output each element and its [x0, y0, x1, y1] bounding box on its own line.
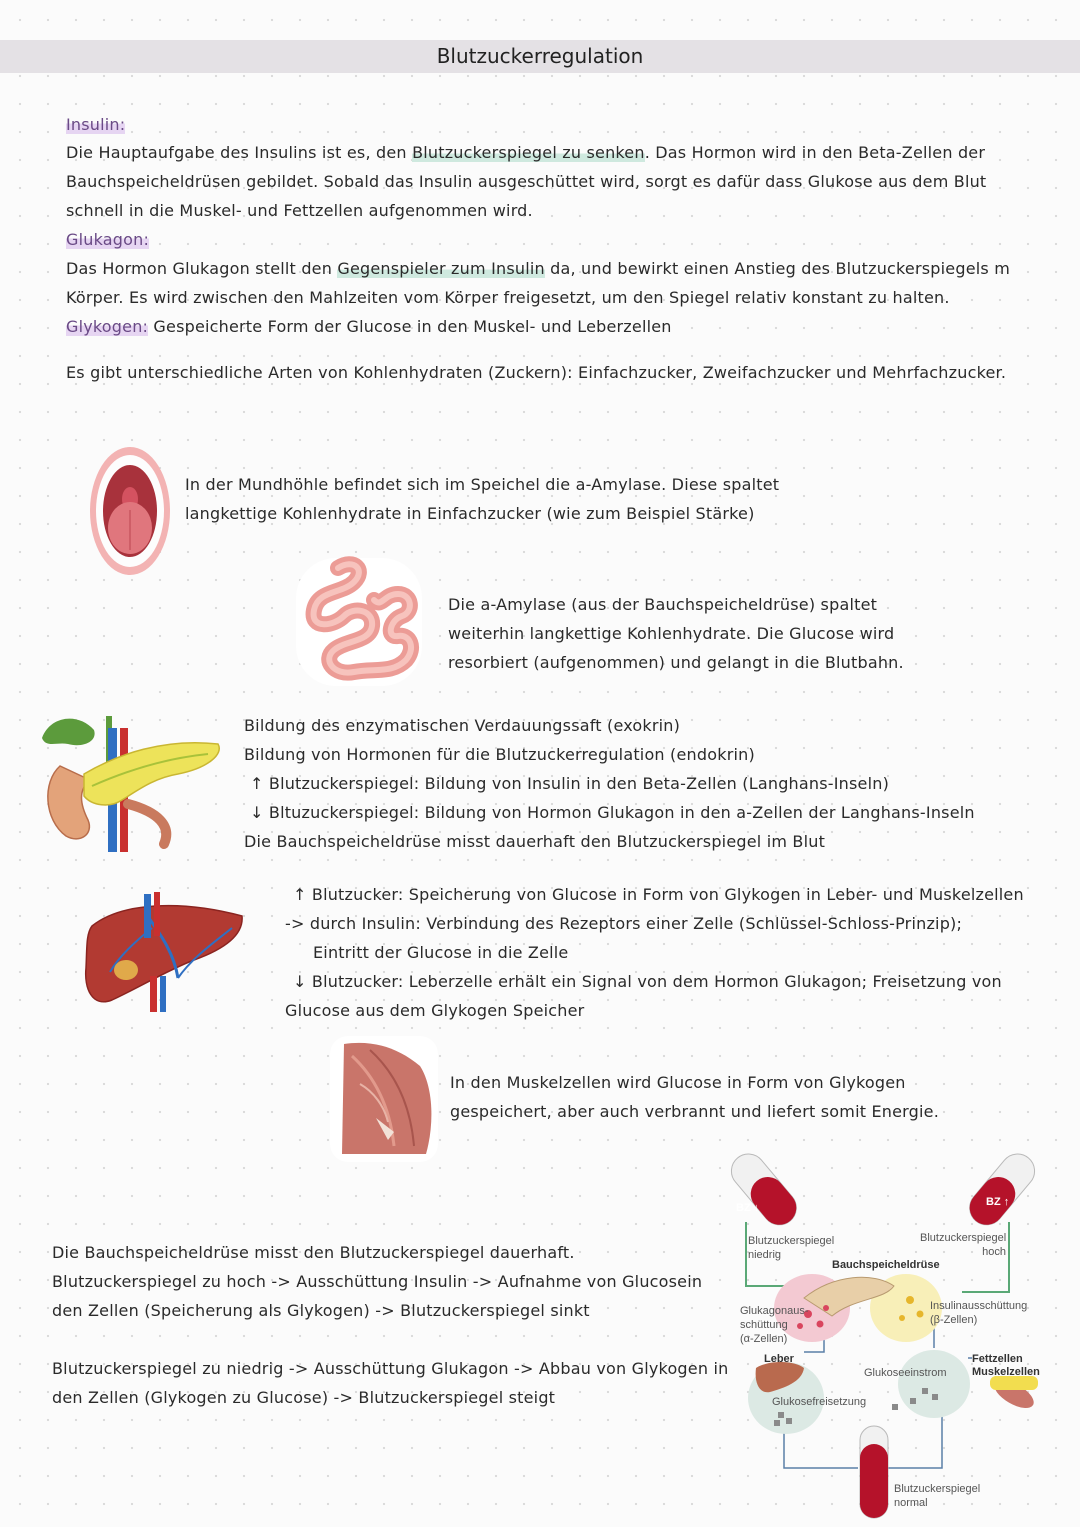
- hoch-label-1: Blutzuckerspiegel: [920, 1232, 1007, 1244]
- intestine-illustration: [294, 556, 424, 688]
- glykogen-text: Gespeicherte Form der Glucose in den Muskel- und Leberzellen: [148, 317, 672, 336]
- summary-line-1: Die Bauchspeicheldrüse misst den Blutzuckerspiegel dauerhaft.: [52, 1243, 575, 1262]
- regulation-diagram: [724, 1148, 1044, 1520]
- niedrig-label-2: niedrig: [748, 1249, 782, 1261]
- muskelzellen-label: Muskelzellen: [972, 1366, 1040, 1378]
- glukagon-heading-text: Glukagon:: [66, 230, 150, 249]
- pancreas-line-1: Bildung des enzymatischen Verdauungssaft (exokrin): [244, 716, 681, 735]
- glukagon-l1-pre: Das Hormon Glukagon stellt den: [66, 259, 338, 278]
- arrow-einstrom-to-normal: [884, 1416, 942, 1468]
- einstrom-circle: [898, 1350, 970, 1418]
- mouth-line-1: In der Mundhöhle befindet sich im Speichel die a-Amylase. Diese spaltet: [185, 475, 780, 494]
- arrow-freisetzung-to-normal: [784, 1428, 858, 1468]
- page-title: Blutzuckerregulation: [436, 44, 644, 68]
- muscle-illustration: [330, 1036, 438, 1162]
- intestine-line-1: Die a-Amylase (aus der Bauchspeicheldrüse) spaltet: [448, 595, 878, 614]
- summary-line-5: den Zellen (Glykogen zu Glucose) -> Blutzuckerspiegel steigt: [52, 1388, 556, 1407]
- kohlenhydrate-line: Es gibt unterschiedliche Arten von Kohlenhydraten (Zuckern): Einfachzucker, Zweifachzucker und Mehrfachzucker.: [66, 363, 1007, 382]
- summary-line-2: Blutzuckerspiegel zu hoch -> Ausschüttung Insulin -> Aufnahme von Glucosein: [52, 1272, 703, 1291]
- glykogen-line: [66, 312, 672, 341]
- pancreas-line-3: ↑ Blutzuckerspiegel: Bildung von Insulin in den Beta-Zellen (Langhans-Inseln): [250, 774, 890, 793]
- insulin-line-1: [66, 138, 985, 167]
- tube-low-label: BZ ↓: [736, 1202, 760, 1214]
- liver-line-1: ↑ Blutzucker: Speicherung von Glucose in Form von Glykogen in Leber- und Muskelzellen: [293, 885, 1024, 904]
- glykogen-heading: Glykogen:: [66, 317, 149, 336]
- glukagon-heading: [66, 225, 149, 254]
- glukagon-line-1: [66, 254, 1010, 283]
- mouth-line-2: langkettige Kohlenhydrate in Einfachzucker (wie zum Beispiel Stärke): [185, 504, 755, 523]
- insulin-line-2: Bauchspeicheldrüsen gebildet. Sobald das Insulin ausgeschüttet wird, sorgt es dafür dass Glukose aus dem Blut: [66, 172, 987, 191]
- glukagon-label-1: Glukagonaus-: [740, 1305, 809, 1317]
- intestine-line-2: weiterhin langkettige Kohlenhydrate. Die Glucose wird: [448, 624, 895, 643]
- mouth-illustration: [88, 444, 172, 578]
- glukoseeinstrom-label: Glukoseeinstrom: [864, 1367, 947, 1379]
- normal-label-1: Blutzuckerspiegel: [894, 1483, 981, 1495]
- glukagon-label-3: (α-Zellen): [740, 1333, 788, 1345]
- blood-tube-high: [963, 1148, 1042, 1232]
- liver-line-2: -> durch Insulin: Verbindung des Rezeptors einer Zelle (Schlüssel-Schloss-Prinzip);: [285, 914, 963, 933]
- insulin-l1-pre: Die Hauptaufgabe des Insulins ist es, den: [66, 143, 413, 162]
- glukagon-label-2: schüttung: [740, 1319, 788, 1331]
- hoch-label-2: hoch: [982, 1246, 1006, 1258]
- leber-label: Leber: [764, 1353, 794, 1365]
- blood-tube-low: [724, 1148, 803, 1232]
- liver-line-4: ↓ Blutzucker: Leberzelle erhält ein Signal von dem Hormon Glukagon; Freisetzung von: [293, 972, 1002, 991]
- pancreas-line-4: ↓ Bltuzuckerspiegel: Bildung von Hormon Glukagon in den a-Zellen der Langhans-Inseln: [250, 803, 975, 822]
- pancreas-illustration: [38, 708, 224, 852]
- insulin-line-3: schnell in die Muskel- und Fettzellen aufgenommen wird.: [66, 201, 533, 220]
- insulin-label-1: Insulinausschüttung: [930, 1300, 1028, 1312]
- bauchspeicheldruese-label: Bauchspeicheldrüse: [832, 1259, 940, 1271]
- tube-high-label: BZ ↑: [986, 1196, 1010, 1208]
- insulin-heading-text: Insulin:: [66, 115, 126, 134]
- liver-line-3: Eintritt der Glucose in die Zelle: [313, 943, 569, 962]
- summary-line-3: den Zellen (Speicherung als Glykogen) -> Blutzuckerspiegel sinkt: [52, 1301, 590, 1320]
- pancreas-line-2: Bildung von Hormonen für die Blutzuckerregulation (endokrin): [244, 745, 755, 764]
- glukagon-l1-highlight: Gegenspieler zum Insulin: [337, 259, 545, 278]
- liver-line-5: Glucose aus dem Glykogen Speicher: [285, 1001, 585, 1020]
- pancreas-line-5: Die Bauchspeicheldrüse misst dauerhaft den Blutzuckerspiegel im Blut: [244, 832, 826, 851]
- niedrig-label-1: Blutzuckerspiegel: [748, 1235, 835, 1247]
- summary-line-4: Blutzuckerspiegel zu niedrig -> Ausschüttung Glukagon -> Abbau von Glykogen in: [52, 1359, 729, 1378]
- muscle-line-1: In den Muskelzellen wird Glucose in Form von Glykogen: [450, 1073, 906, 1092]
- glukagon-l1-post: da, und bewirkt einen Anstieg des Blutzuckerspiegels m: [544, 259, 1010, 278]
- glukosefreisetzung-label: Glukosefreisetzung: [772, 1396, 867, 1408]
- muscle-line-2: gespeichert, aber auch verbrannt und liefert somit Energie.: [450, 1102, 940, 1121]
- intestine-line-3: resorbiert (aufgenommen) und gelangt in die Blutbahn.: [448, 653, 904, 672]
- fettzellen-label: Fettzellen: [972, 1353, 1023, 1365]
- glukagon-line-2: Körper. Es wird zwischen den Mahlzeiten vom Körper freigesetzt, um den Spiegel relativ konstant zu halten.: [66, 288, 950, 307]
- normal-label-2: normal: [894, 1497, 928, 1509]
- insulin-label-2: (β-Zellen): [930, 1314, 978, 1326]
- insulin-heading: [66, 110, 125, 139]
- insulin-l1-highlight: Blutzuckerspiegel zu senken: [412, 143, 645, 162]
- insulin-l1-post: . Das Hormon wird in den Beta-Zellen der: [644, 143, 986, 162]
- liver-illustration: [82, 888, 246, 1016]
